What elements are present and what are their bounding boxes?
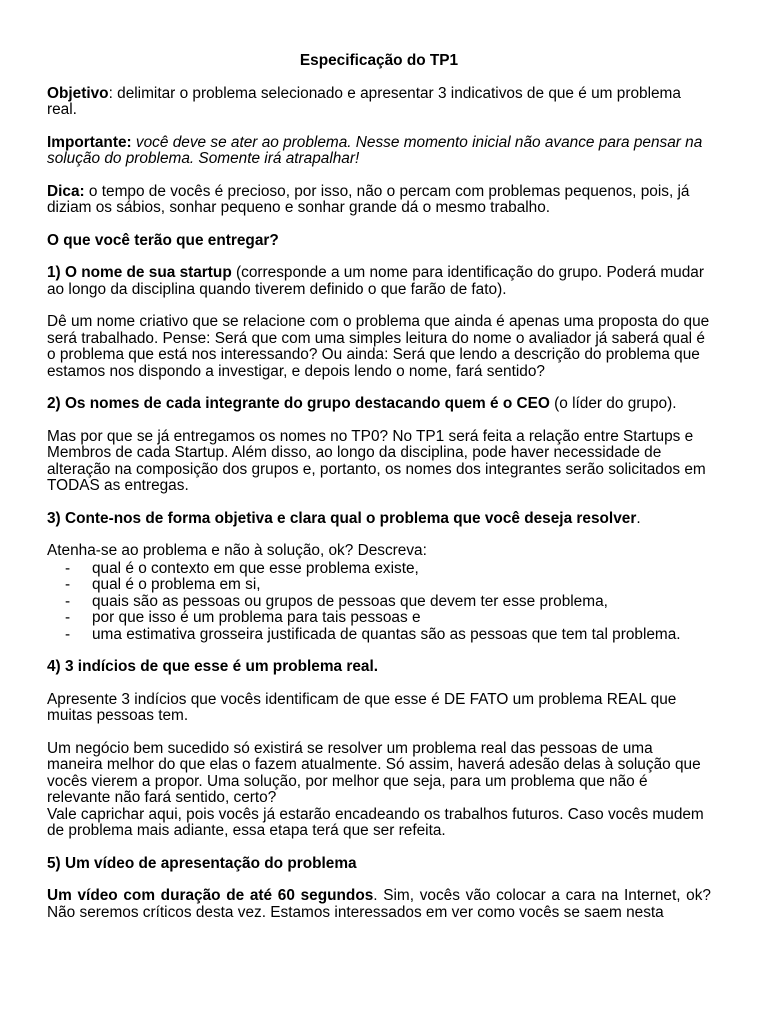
document-page bbox=[47, 53, 711, 937]
item5-text: . Sim, vocês vão colocar a cara na Internet, ok? Não seremos críticos desta vez. Estamos interessados em ver como vocês se saem nesta bbox=[47, 887, 711, 921]
item5-heading: 5) Um vídeo de apresentação do problema bbox=[47, 854, 357, 872]
entregar-heading-text: O que você terão que entregar? bbox=[47, 231, 279, 249]
entregar-heading bbox=[47, 233, 711, 250]
item4-detail-3: Vale caprichar aqui, pois vocês já estarão encadeando os trabalhos futuros. Caso vocês mudem de problema mais adiante, essa etapa terá que ser refeita. bbox=[47, 805, 704, 839]
list-item: - uma estimativa grosseira justificada de quantas são as pessoas que tem tal problema. bbox=[65, 625, 681, 643]
importante-text: você deve se ater ao problema. Nesse momento inicial não avance para pensar na solução do problema. Somente irá atrapalhar! bbox=[47, 133, 703, 167]
objetivo-paragraph bbox=[47, 86, 711, 119]
item1-paragraph bbox=[47, 265, 711, 298]
document-title: Especificação do TP1 bbox=[299, 52, 459, 69]
list-item: - qual é o contexto em que esse problema existe, bbox=[65, 559, 419, 577]
dica-paragraph bbox=[47, 184, 711, 217]
item1-text: (corresponde a um nome para identificação do grupo. Poderá mudar ao longo da disciplina quando tiverem definido o que farão de fato). bbox=[47, 264, 704, 298]
item1-heading: 1) O nome de sua startup bbox=[47, 264, 232, 281]
item3-detail: Atenha-se ao problema e não à solução, ok? Descreva: bbox=[47, 542, 427, 559]
dica-label: Dica: bbox=[47, 182, 85, 200]
importante-label: Importante: bbox=[47, 133, 132, 151]
list-item: - quais são as pessoas ou grupos de pessoas que devem ter esse problema, bbox=[65, 592, 608, 610]
dica-text: o tempo de vocês é precioso, por isso, não o percam com problemas pequenos, pois, já diziam os sábios, sonhar pequeno e sonhar grande dá o mesmo trabalho. bbox=[47, 182, 690, 216]
item4-detail-1: Apresente 3 indícios que vocês identificam de que esse é DE FATO um problema REAL que muitas pessoas tem. bbox=[47, 690, 677, 724]
item5-paragraph bbox=[47, 856, 711, 873]
item2-text: (o líder do grupo). bbox=[549, 395, 677, 412]
item4-detail-2: Um negócio bem sucedido só existirá se resolver um problema real das pessoas de uma maneira melhor do que elas o fazem atualmente. Só assim, haverá adesão delas à solução que vocês vierem a propor. Uma solução, por melhor que seja, para um problema que não é relevante não fará sentido, certo? bbox=[47, 739, 701, 806]
list-item: - por que isso é um problema para tais pessoas e bbox=[65, 609, 421, 626]
list-item: - qual é o problema em si, bbox=[65, 576, 261, 593]
item3-paragraph bbox=[47, 511, 711, 528]
item2-detail: Mas por que se já entregamos os nomes no TP0? No TP1 será feita a relação entre Startups e Membros de cada Startup. Além disso, ao longo da disciplina, pode haver necessidade de alteração na composição dos grupos e, portanto, os nomes dos integrantes serão solicitados em TODAS as entregas. bbox=[47, 427, 706, 494]
item2-paragraph bbox=[47, 396, 711, 413]
item4-paragraph bbox=[47, 659, 711, 676]
item4-heading: 4) 3 indícios de que esse é um problema real. bbox=[47, 658, 379, 675]
objetivo-text: : delimitar o problema selecionado e apresentar 3 indicativos de que é um problema real. bbox=[47, 84, 681, 118]
item5-detail bbox=[47, 888, 711, 921]
importante-paragraph bbox=[47, 135, 711, 168]
item3-text: . bbox=[636, 509, 641, 527]
item2-heading: 2) Os nomes de cada integrante do grupo destacando quem é o CEO bbox=[47, 395, 550, 412]
item5-bold-lead: Um vídeo com duração de até 60 segundos bbox=[47, 887, 374, 904]
objetivo-label: Objetivo bbox=[47, 84, 109, 102]
item3-heading: 3) Conte-nos de forma objetiva e clara qual o problema que você deseja resolver bbox=[47, 509, 637, 527]
item3-bullet-list bbox=[47, 561, 711, 644]
item1-detail: Dê um nome criativo que se relacione com o problema que ainda é apenas uma proposta do que será trabalhado. Pense: Será que com uma simples leitura do nome o avaliador já saberá qual é o problema que está nos interessando? Ou ainda: Será que lendo a descrição do problema que estamos nos dispondo a investigar, e depois lendo o nome, fará sentido? bbox=[47, 313, 710, 380]
